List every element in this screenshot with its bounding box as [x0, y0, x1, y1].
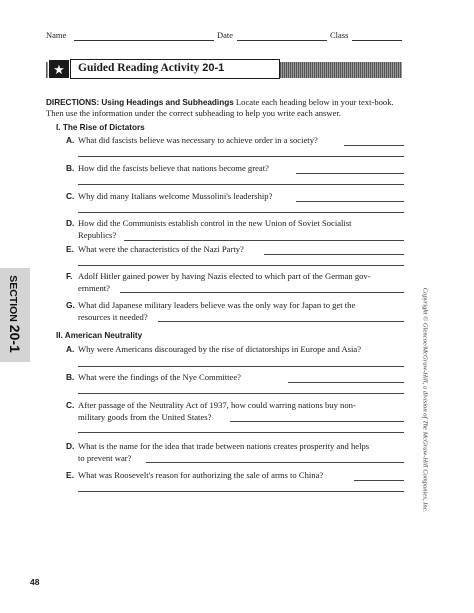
answer-line[interactable]: [288, 382, 404, 383]
question-1g: G. What did Japanese military leaders believe was the only way for Japan to get the resources it needed?: [66, 300, 356, 322]
answer-line[interactable]: [146, 462, 404, 463]
class-label: Class: [330, 30, 349, 40]
answer-line[interactable]: [78, 491, 404, 492]
answer-line[interactable]: [230, 421, 404, 422]
question-1d: D. How did the Communists establish control in the new Union of Soviet Socialist Republics?: [66, 218, 352, 240]
answer-line[interactable]: [120, 292, 404, 293]
answer-line[interactable]: [344, 145, 404, 146]
answer-line[interactable]: [78, 156, 404, 157]
class-field[interactable]: [352, 40, 402, 41]
section-heading-american-neutrality: II. American Neutrality: [56, 331, 143, 340]
question-1b: B. How did the fascists believe that nations become great?: [66, 163, 269, 173]
answer-line[interactable]: [78, 393, 404, 394]
question-2a: A. Why were Americans discouraged by the rise of dictatorships in Europe and Asia?: [66, 344, 362, 354]
question-2b: B. What were the findings of the Nye Committee?: [66, 372, 241, 382]
question-1a: A. What did fascists believe was necessary to achieve order in a society?: [66, 135, 318, 145]
directions-sublabel: Using Headings and Subheadings: [101, 98, 234, 107]
answer-line[interactable]: [296, 173, 404, 174]
answer-line[interactable]: [78, 366, 404, 367]
answer-line[interactable]: [124, 240, 404, 241]
question-2c: C. After passage of the Neutrality Act of 1937, how could warring nations buy non- military goods from the United States?: [66, 400, 356, 422]
answer-line[interactable]: [264, 254, 404, 255]
copyright-notice: Copyright © Glencoe/McGraw-Hill, a division of The McGraw-Hill Companies, Inc.: [421, 287, 429, 513]
date-label: Date: [217, 30, 234, 40]
activity-title-bar: [46, 56, 402, 82]
name-label: Name: [46, 30, 67, 40]
star-icon: ★: [48, 59, 70, 79]
page-number: 48: [30, 577, 40, 587]
page-title: [70, 59, 280, 79]
directions: [46, 97, 408, 119]
question-2d: D. What is the name for the idea that trade between nations creates prosperity and helps to prevent war?: [66, 441, 370, 463]
answer-line[interactable]: [78, 212, 404, 213]
student-info-header: [46, 30, 402, 44]
name-field[interactable]: [74, 40, 214, 41]
section-tab: [0, 268, 30, 362]
section-heading-rise-of-dictators: I. The Rise of Dictators: [56, 123, 145, 132]
answer-line[interactable]: [78, 432, 404, 433]
question-2e: E. What was Roosevelt's reason for authorizing the sale of arms to China?: [66, 470, 324, 480]
answer-line[interactable]: [158, 321, 404, 322]
answer-line[interactable]: [296, 201, 404, 202]
directions-text: Locate each heading below in your text-book. Then use the information under the correct subheading to help you write each answer.: [46, 97, 394, 118]
title-text: Guided Reading Activity: [78, 62, 200, 74]
directions-label: DIRECTIONS:: [46, 98, 100, 107]
section-tab-label: SECTION 20-1: [7, 275, 23, 353]
answer-line[interactable]: [78, 265, 404, 266]
date-field[interactable]: [237, 40, 327, 41]
answer-line[interactable]: [78, 184, 404, 185]
question-1e: E. What were the characteristics of the Nazi Party?: [66, 244, 244, 254]
title-number: 20-1: [202, 62, 225, 74]
question-1c: C. Why did many Italians welcome Mussolini's leadership?: [66, 191, 273, 201]
question-1f: F. Adolf Hitler gained power by having Nazis elected to which part of the German gov- ernment?: [66, 271, 371, 293]
answer-line[interactable]: [354, 480, 404, 481]
